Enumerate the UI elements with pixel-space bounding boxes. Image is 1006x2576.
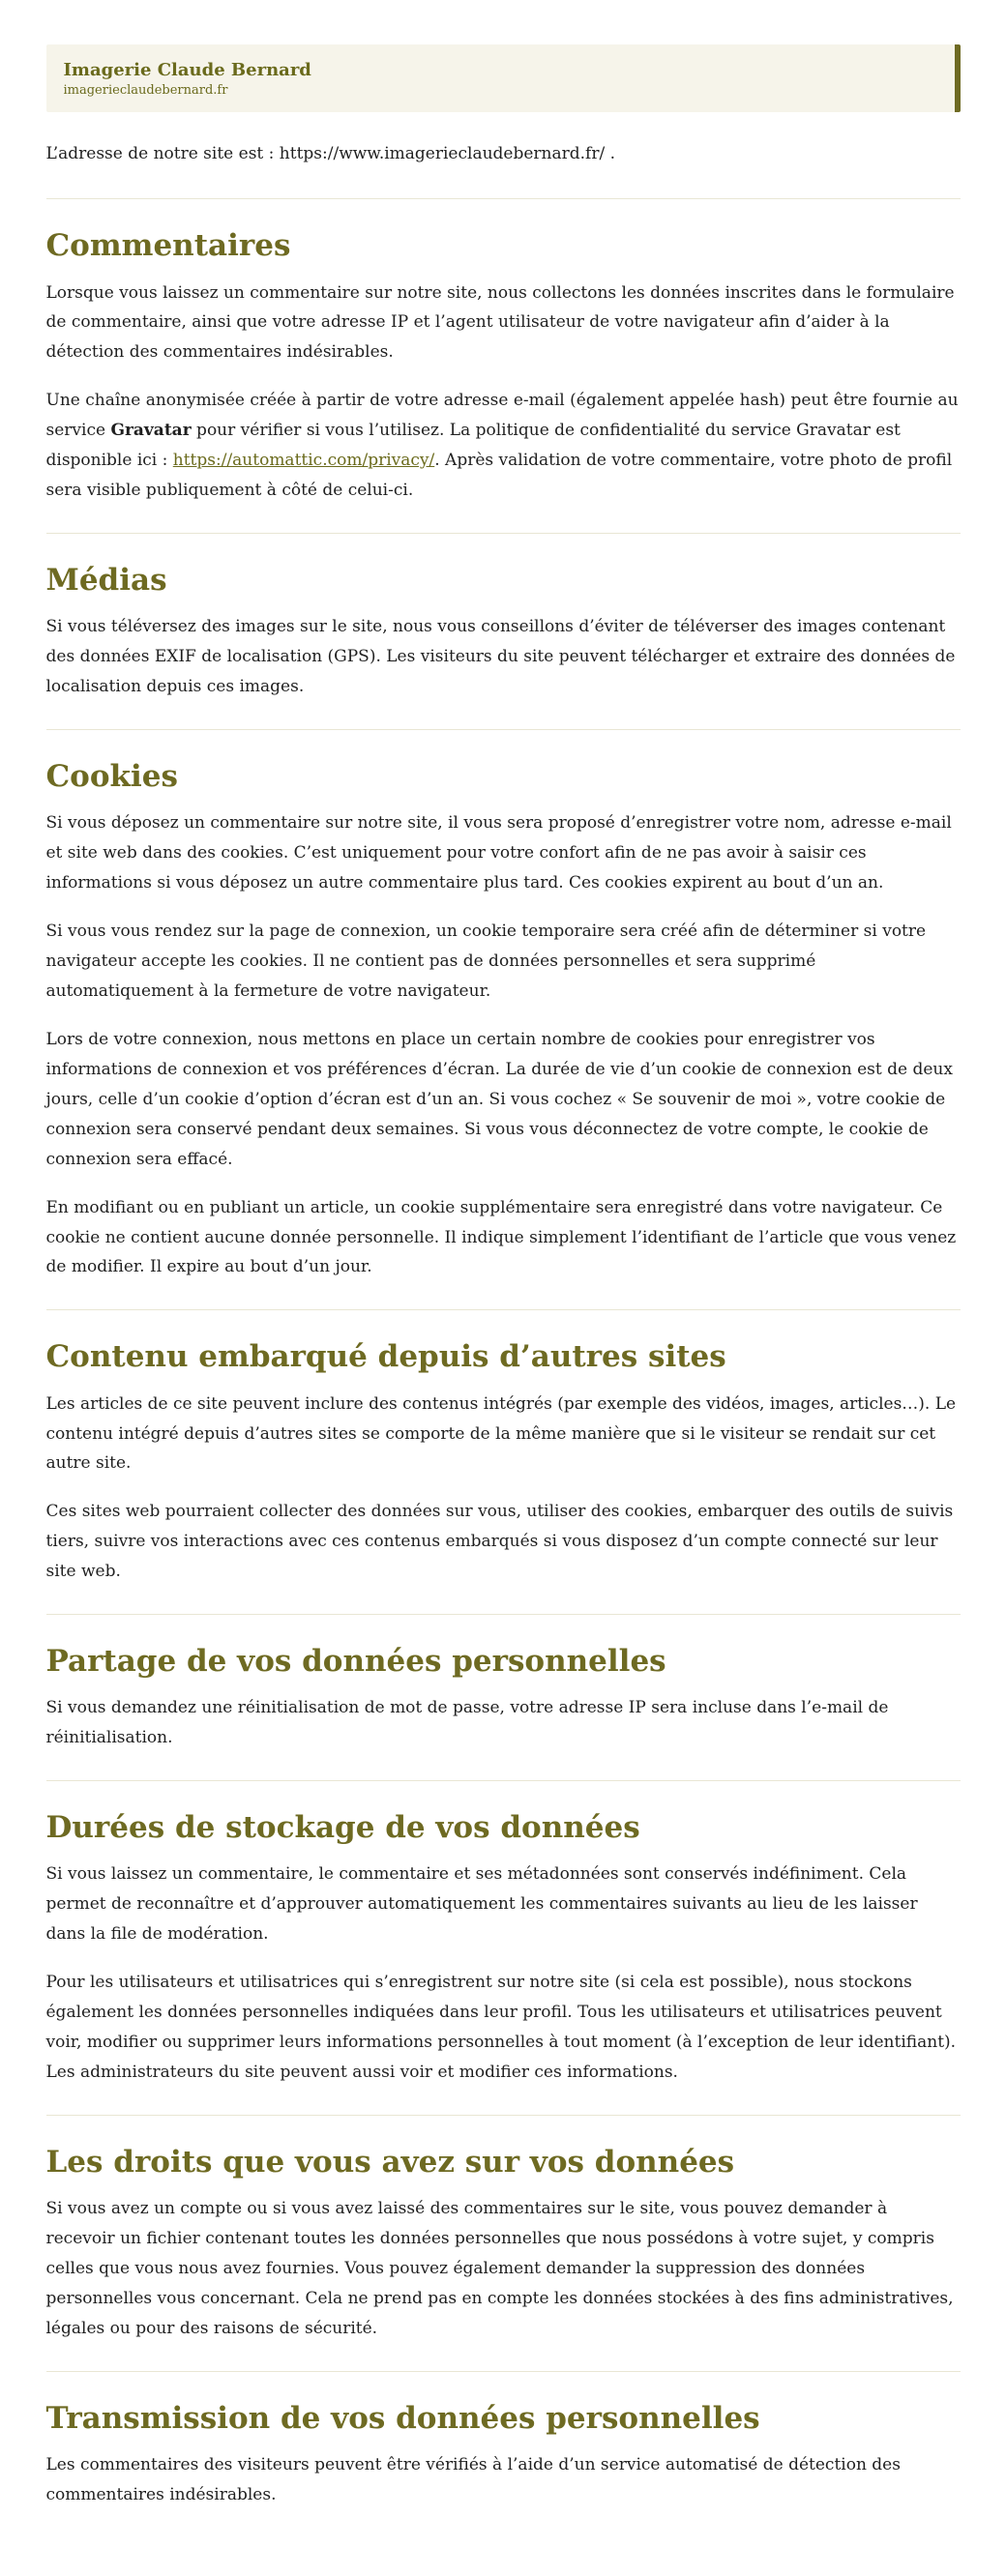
section-paragraph: Si vous avez un compte ou si vous avez laissé des commentaires sur le site, vous pouvez demander à recevoir un fichier contenant toutes les données personnelles que nous possédons à votre sujet, y compris celles que vous nous avez fournies. Vous pouvez également demander la suppression des données personnelles vous concernant. Cela ne prend pas en compte les données stockées à des fins administratives, légales ou pour des raisons de sécurité. xyxy=(45,2199,954,2338)
gravatar-paragraph xyxy=(46,386,961,506)
section-partage xyxy=(46,1615,961,1780)
section-commentaires xyxy=(46,199,961,533)
section-droits xyxy=(46,2116,961,2371)
gravatar-text-middle: pour vérifier si vous l’utilisez. La politique de confidentialité du service Gravatar est disponible ici : xyxy=(45,421,901,471)
section-durees-stockage xyxy=(46,1781,961,2115)
section-paragraph: Si vous laissez un commentaire, le commentaire et ses métadonnées sont conservés indéfiniment. Cela permet de reconnaître et d’approuver automatiquement les commentaires suivants au lieu de les laisser dans la file de modération. xyxy=(45,1864,918,1945)
section-transmission xyxy=(46,2372,961,2537)
section-title: Partage de vos données personnelles xyxy=(45,1644,666,1680)
section-contenu-embarque xyxy=(46,1310,961,1614)
section-paragraph: Lors de votre connexion, nous mettons en place un certain nombre de cookies pour enregistrer vos informations de connexion et vos préférences d’écran. La durée de vie d’un cookie de connexion est de deux jours, celle d’un cookie d’option d’écran est d’un an. Si vous cochez « Se souvenir de moi », votre cookie de connexion sera conservé pendant deux semaines. Si vous vous déconnectez de votre compte, le cookie de connexion sera effacé. xyxy=(45,1029,953,1169)
section-title: Durées de stockage de vos données xyxy=(45,1810,640,1846)
section-paragraph: Lorsque vous laissez un commentaire sur notre site, nous collectons les données inscrites dans le formulaire de commentaire, ainsi que votre adresse IP et l’agent utilisateur de votre navigateur afin d’aider à la détection des commentaires indésirables. xyxy=(45,282,955,363)
section-paragraph: Si vous vous rendez sur la page de connexion, un cookie temporaire sera créé afin de déterminer si votre navigateur accepte les cookies. Il ne contient pas de données personnelles et sera supprimé automatiquement à la fermeture de votre navigateur. xyxy=(45,922,927,1001)
section-title: Cookies xyxy=(45,759,178,795)
section-title: Commentaires xyxy=(45,228,291,264)
section-paragraph: Ces sites web pourraient collecter des données sur vous, utiliser des cookies, embarquer des outils de suivis tiers, suivre vos interactions avec ces contenus embarqués si vous disposez d’un compte connecté sur leur site web. xyxy=(45,1502,954,1582)
gravatar-bold: Gravatar xyxy=(110,421,192,441)
section-paragraph: Les articles de ce site peuvent inclure des contenus intégrés (par exemple des vidéos, images, articles…). Le contenu intégré depuis d’autres sites se comporte de la même manière que si le visiteur se rendait sur cet autre site. xyxy=(45,1393,957,1474)
section-paragraph: Si vous demandez une réinitialisation de mot de passe, votre adresse IP sera incluse dans l’e-mail de réinitialisation. xyxy=(45,1698,889,1748)
gravatar-text-after: . Après validation de votre commentaire, votre photo de profil sera visible publiquement à côté de celui-ci. xyxy=(45,451,953,501)
section-cookies xyxy=(46,730,961,1309)
site-address-text: L’adresse de notre site est : https://www.imagerieclaudebernard.fr/ . xyxy=(45,144,616,164)
section-paragraph: Pour les utilisateurs et utilisatrices qui s’enregistrent sur notre site (si cela est possible), nous stockons également les données personnelles indiquées dans leur profil. Tous les utilisateurs et utilisatrices peuvent voir, modifier ou supprimer leurs informations personnelles à tout moment (à l’exception de leur identifiant). Les administrateurs du site peuvent aussi voir et modifier ces informations. xyxy=(45,1973,957,2083)
section-paragraph: Si vous déposez un commentaire sur notre site, il vous sera proposé d’enregistrer votre nom, adresse e-mail et site web dans des cookies. C’est uniquement pour votre confort afin de ne pas avoir à saisir ces informations si vous déposez un autre commentaire plus tard. Ces cookies expirent au bout d’un an. xyxy=(45,813,952,893)
section-paragraph: En modifiant ou en publiant un article, un cookie supplémentaire sera enregistré dans votre navigateur. Ce cookie ne contient aucune donnée personnelle. Il indique simplement l’identifiant de l’article que vous venez de modifier. Il expire au bout d’un jour. xyxy=(45,1197,957,1277)
site-title[interactable]: Imagerie Claude Bernard xyxy=(63,60,311,80)
site-identity-card[interactable] xyxy=(46,44,961,112)
section-title: Transmission de vos données personnelles xyxy=(45,2400,760,2436)
privacy-policy-link[interactable]: https://automattic.com/privacy/ xyxy=(172,451,435,471)
section-title: Contenu embarqué depuis d’autres sites xyxy=(45,1339,726,1375)
section-paragraph: Si vous téléversez des images sur le site, nous vous conseillons d’éviter de téléverser des images contenant des données EXIF de localisation (GPS). Les visiteurs du site peuvent télécharger et extraire des données de localisation depuis ces images. xyxy=(45,617,956,697)
gravatar-text-before: Une chaîne anonymisée créée à partir de votre adresse e-mail (également appelée hash) peut être fournie au service xyxy=(45,391,959,441)
section-title: Médias xyxy=(45,563,167,599)
section-paragraph: Les commentaires des visiteurs peuvent être vérifiés à l’aide d’un service automatisé de détection des commentaires indésirables. xyxy=(45,2455,901,2504)
section-title: Les droits que vous avez sur vos données xyxy=(45,2145,735,2180)
site-domain: imagerieclaudebernard.fr xyxy=(63,83,228,99)
section-medias xyxy=(46,534,961,729)
page-content xyxy=(46,0,961,2576)
